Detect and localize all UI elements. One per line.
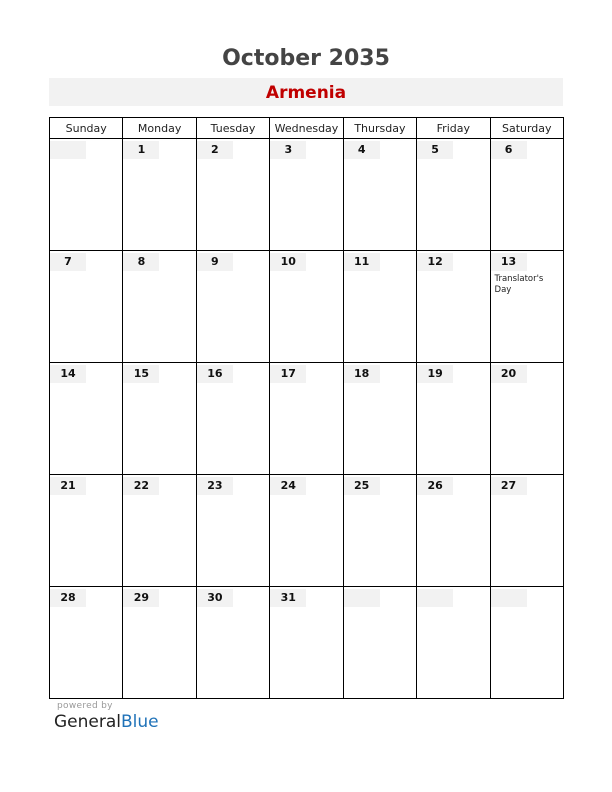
day-cell — [50, 363, 123, 475]
day-number: 27 — [491, 477, 527, 495]
day-cell — [123, 587, 196, 699]
day-number: 9 — [197, 253, 233, 271]
brand-general: General — [54, 712, 121, 732]
day-number: 31 — [270, 589, 306, 607]
day-cell — [343, 475, 416, 587]
day-cell — [50, 251, 123, 363]
day-number: 18 — [344, 365, 380, 383]
day-number: 22 — [123, 477, 159, 495]
day-cell — [490, 475, 563, 587]
day-cell — [490, 139, 563, 251]
day-cell — [50, 475, 123, 587]
day-number: 12 — [417, 253, 453, 271]
day-number: 28 — [50, 589, 86, 607]
day-number — [491, 589, 527, 607]
day-number — [344, 589, 380, 607]
day-number: 30 — [197, 589, 233, 607]
day-cell — [490, 251, 563, 363]
day-number: 10 — [270, 253, 306, 271]
day-cell — [270, 139, 343, 251]
day-number: 19 — [417, 365, 453, 383]
day-number: 6 — [491, 141, 527, 159]
country-band — [49, 78, 563, 106]
day-cell — [417, 363, 490, 475]
brand-blue: Blue — [121, 712, 159, 732]
month-calendar — [49, 117, 564, 699]
day-number: 17 — [270, 365, 306, 383]
day-number: 13 — [491, 253, 527, 271]
day-number: 4 — [344, 141, 380, 159]
day-number: 3 — [270, 141, 306, 159]
day-number: 25 — [344, 477, 380, 495]
day-cell — [196, 475, 269, 587]
day-number: 26 — [417, 477, 453, 495]
day-number — [50, 141, 86, 159]
day-cell — [123, 251, 196, 363]
day-number: 16 — [197, 365, 233, 383]
weekday-header: Monday — [123, 118, 196, 139]
weekday-header-row — [50, 118, 564, 139]
day-cell — [196, 251, 269, 363]
page-title: October 2035 — [222, 46, 390, 71]
day-number: 23 — [197, 477, 233, 495]
day-number: 29 — [123, 589, 159, 607]
weekday-header: Friday — [417, 118, 490, 139]
day-cell — [343, 251, 416, 363]
day-cell — [196, 139, 269, 251]
day-cell — [196, 363, 269, 475]
brand-logo[interactable] — [54, 712, 159, 732]
day-cell — [343, 587, 416, 699]
day-number: 20 — [491, 365, 527, 383]
day-number: 8 — [123, 253, 159, 271]
week-row — [50, 363, 564, 475]
day-cell — [123, 139, 196, 251]
day-number: 7 — [50, 253, 86, 271]
day-number: 21 — [50, 477, 86, 495]
day-cell — [490, 587, 563, 699]
day-cell — [50, 139, 123, 251]
day-cell — [270, 363, 343, 475]
day-cell — [343, 139, 416, 251]
day-cell — [270, 587, 343, 699]
day-number: 5 — [417, 141, 453, 159]
weekday-header: Saturday — [490, 118, 563, 139]
day-cell — [490, 363, 563, 475]
holiday-label: Translator's Day — [494, 274, 544, 295]
day-number: 14 — [50, 365, 86, 383]
weekday-header: Wednesday — [270, 118, 343, 139]
day-number: 2 — [197, 141, 233, 159]
week-row — [50, 139, 564, 251]
day-cell — [123, 475, 196, 587]
day-cell — [196, 587, 269, 699]
week-row — [50, 475, 564, 587]
day-cell — [417, 139, 490, 251]
day-number: 1 — [123, 141, 159, 159]
weekday-header: Thursday — [343, 118, 416, 139]
day-cell — [417, 475, 490, 587]
country-name: Armenia — [265, 83, 347, 103]
week-row — [50, 251, 564, 363]
day-number: 15 — [123, 365, 159, 383]
day-cell — [343, 363, 416, 475]
day-number: 11 — [344, 253, 380, 271]
day-cell — [417, 251, 490, 363]
day-cell — [50, 587, 123, 699]
day-number: 24 — [270, 477, 306, 495]
weekday-header: Tuesday — [196, 118, 269, 139]
day-cell — [270, 475, 343, 587]
day-number — [417, 589, 453, 607]
day-cell — [417, 587, 490, 699]
day-cell — [123, 363, 196, 475]
weekday-header: Sunday — [50, 118, 123, 139]
powered-by-label: powered by — [57, 701, 113, 711]
day-cell — [270, 251, 343, 363]
week-row — [50, 587, 564, 699]
